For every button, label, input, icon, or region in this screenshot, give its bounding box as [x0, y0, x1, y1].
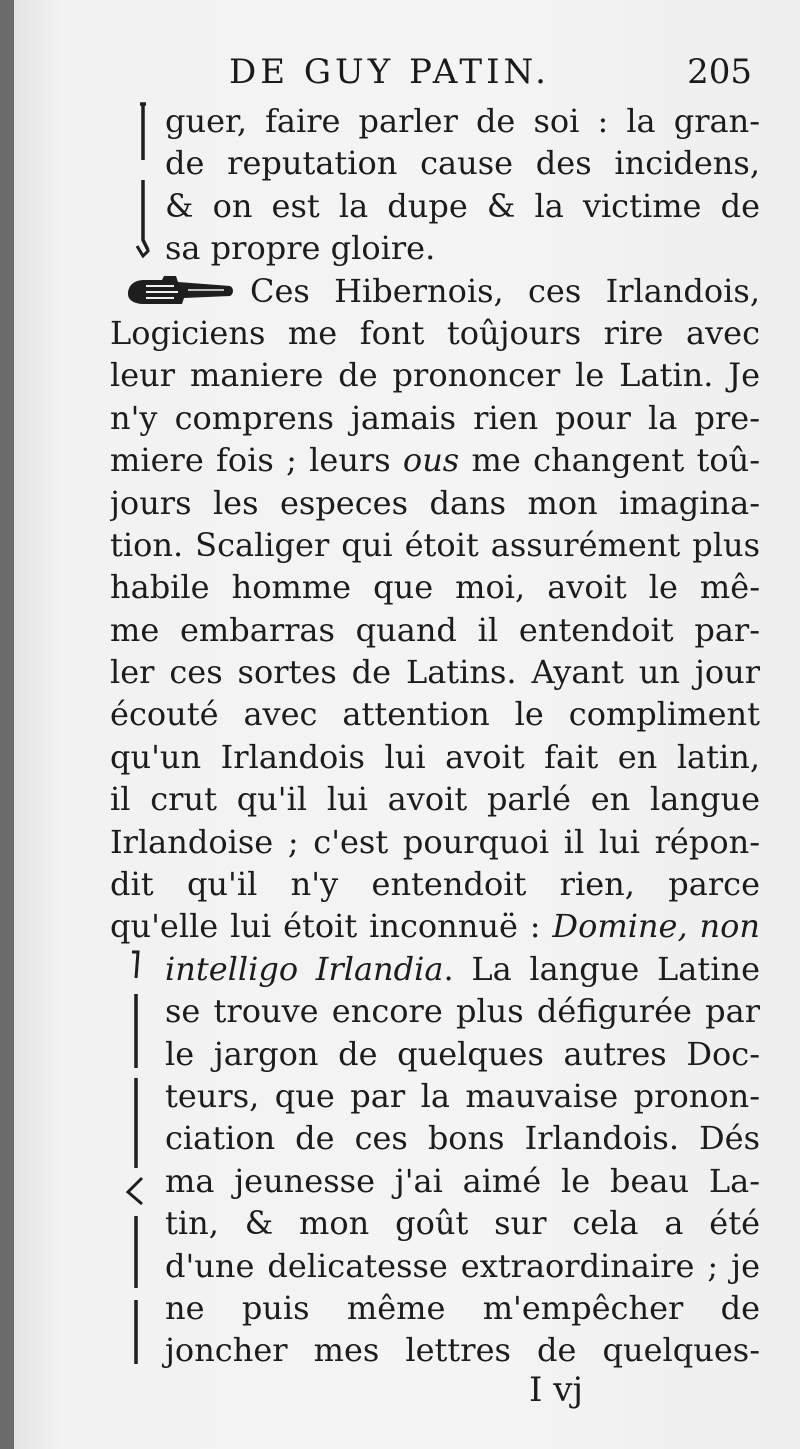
- book-page: [14, 0, 800, 1449]
- text-line: ne puis même m'empêcher de: [165, 1288, 760, 1327]
- running-head: DE GUY PATIN.: [229, 52, 550, 92]
- text-line: ciation de ces bons Irlandois. Dés: [165, 1119, 760, 1158]
- text-line: me embarras quand il entendoit par-: [110, 610, 760, 649]
- text-line: tin, & mon goût sur cela a été: [165, 1204, 760, 1243]
- body-text: [110, 100, 760, 1372]
- text-line: qu'un Irlandois lui avoit fait en latin,: [110, 737, 760, 776]
- text-line: joncher mes lettres de quelques-: [165, 1331, 760, 1370]
- text-line: d'une delicatesse extraordinaire ; je: [165, 1246, 760, 1285]
- text-line: Logiciens me font toûjours rire avec: [110, 313, 760, 352]
- text-line: de reputation cause des incidens,: [165, 144, 760, 183]
- text-line: teurs, que par la mauvaise pronon-: [165, 1076, 760, 1115]
- text-line: se trouve encore plus défigurée par: [165, 992, 760, 1031]
- text-line: tion. Scaliger qui étoit assurément plus: [110, 525, 760, 564]
- text-line: il crut qu'il lui avoit parlé en langue: [110, 780, 760, 819]
- catchword: I vj: [529, 1370, 583, 1410]
- text-line: guer, faire parler de soi : la gran-: [165, 102, 760, 140]
- page-number: 205: [687, 52, 752, 92]
- text-line: écouté avec attention le compliment: [110, 695, 760, 734]
- text-line: habile homme que moi, avoit le mê-: [110, 568, 760, 607]
- text-line: leur maniere de prononcer le Latin. Je: [110, 356, 760, 395]
- text-line: le jargon de quelques autres Doc-: [165, 1034, 760, 1073]
- text-line: sa propre gloire.: [165, 229, 436, 268]
- text-line: Irlandoise ; c'est pourquoi il lui répon-: [110, 822, 760, 861]
- text-line: & on est la dupe & la victime de: [165, 186, 760, 225]
- text-line: ma jeunesse j'ai aimé le beau La-: [165, 1161, 760, 1200]
- text-line: dit qu'il n'y entendoit rien, parce: [110, 865, 760, 904]
- text-line: qu'elle lui étoit inconnuë : Domine, non: [110, 907, 760, 946]
- text-line: jours les especes dans mon imagina-: [110, 483, 760, 522]
- text-line: ler ces sortes de Latins. Ayant un jour: [110, 653, 760, 692]
- text-line: miere fois ; leurs ous me changent toû-: [110, 441, 760, 480]
- text-line: n'y comprens jamais rien pour la pre-: [110, 398, 760, 437]
- text-line: intelligo Irlandia. La langue Latine: [165, 949, 760, 988]
- text-line: Ces Hibernois, ces Irlandois,: [250, 271, 760, 310]
- page-header: [14, 52, 800, 96]
